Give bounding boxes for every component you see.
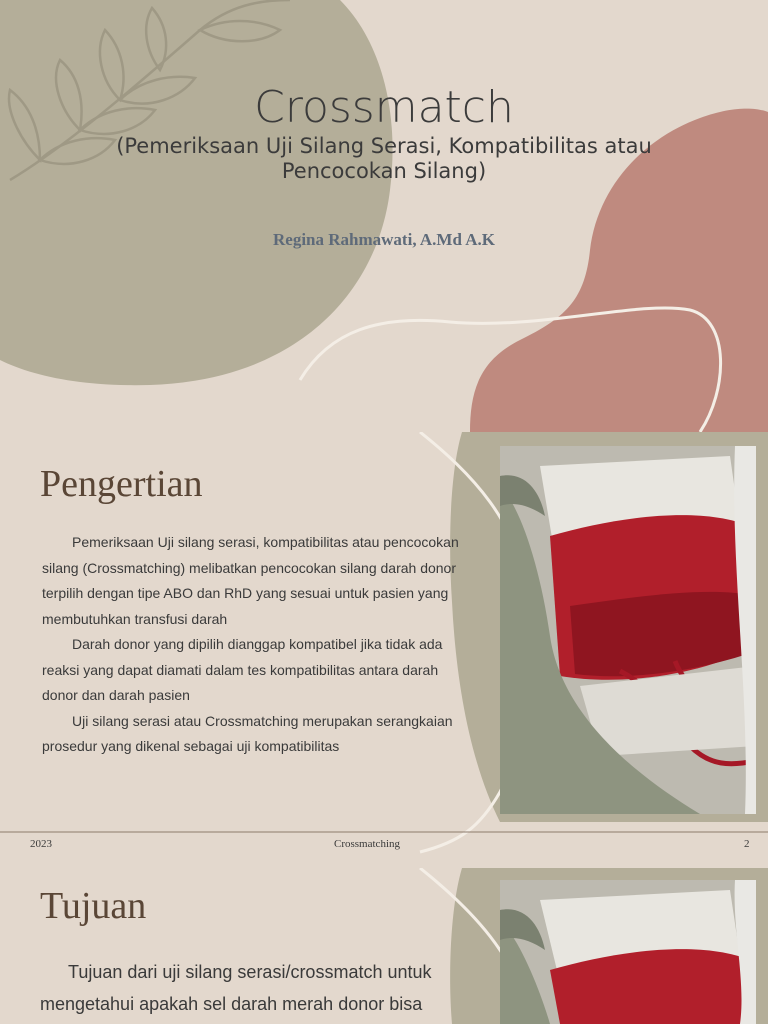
paragraph: Tujuan dari uji silang serasi/crossmatch untuk mengetahui apakah sel darah merah donor bisa (40, 962, 432, 1014)
title-slide (0, 0, 768, 432)
purpose-slide (0, 868, 768, 1024)
footer-page-number: 2 (744, 838, 750, 850)
slide-decoration (0, 0, 768, 432)
paragraph: Pemeriksaan Uji silang serasi, kompatibilitas atau pencocokan silang (Crossmatching) melibatkan pencocokan silang darah donor terpilih dengan tipe ABO dan RhD yang sesuai untuk pasien yang membutuhkan transfusi darah (42, 534, 459, 627)
section-heading: Pengertian (40, 463, 203, 505)
paragraph: Uji silang serasi atau Crossmatching merupakan serangkaian prosedur yang dikenal sebagai uji kompatibilitas (42, 712, 453, 754)
slide-subtitle: (Pemeriksaan Uji Silang Serasi, Kompatibilitas atau Pencocokan Silang) (116, 134, 652, 183)
footer-topic: Crossmatching (334, 838, 400, 850)
section-heading: Tujuan (40, 885, 147, 927)
slide-title: Crossmatch (254, 82, 514, 133)
footer-year: 2023 (30, 838, 52, 850)
paragraph: Darah donor yang dipilih dianggap kompatibel jika tidak ada reaksi yang dapat diamati dalam tes kompatibilitas antara darah donor dan darah pasien (42, 636, 443, 703)
blood-bag-photo (500, 446, 756, 814)
definition-slide (0, 432, 768, 868)
definition-text (42, 530, 474, 760)
purpose-text (40, 956, 460, 1020)
author-name: Regina Rahmawati, A.Md A.K (273, 230, 495, 249)
blood-bag-photo (500, 880, 756, 1024)
